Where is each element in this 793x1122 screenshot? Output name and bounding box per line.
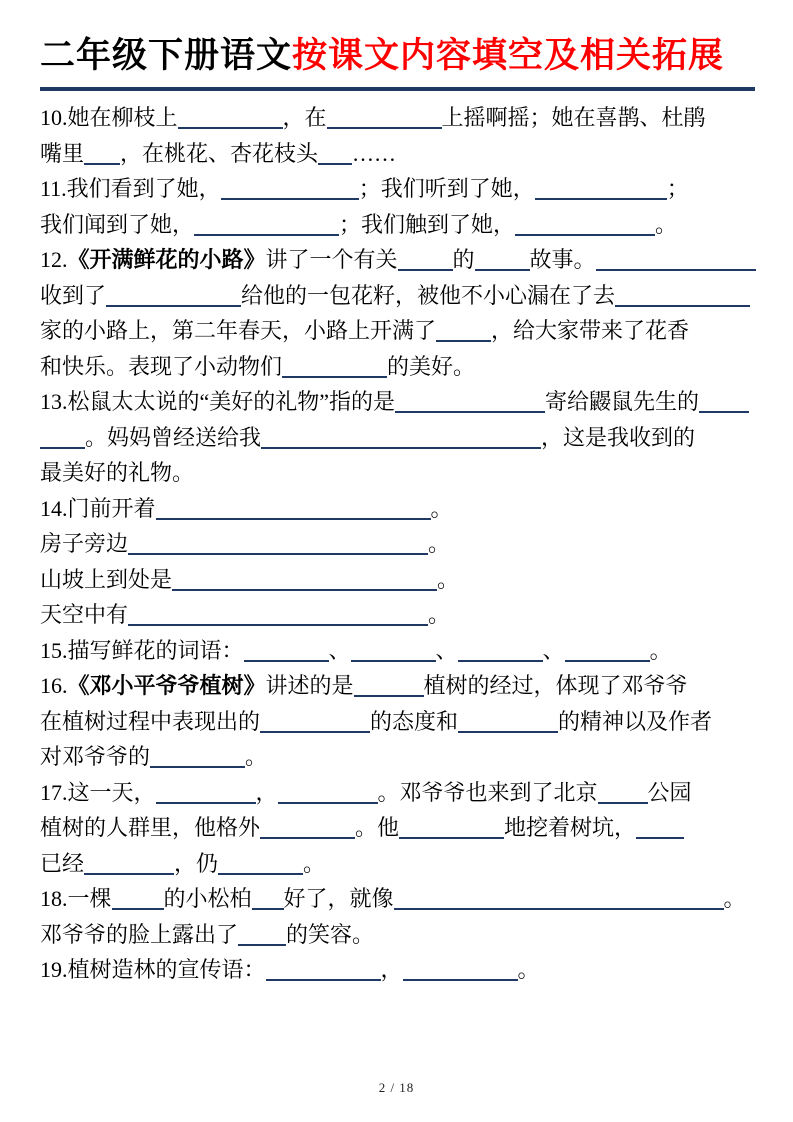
blank-field — [318, 143, 352, 165]
text-segment: ， — [380, 957, 403, 982]
worksheet-line — [40, 810, 755, 846]
text-segment: 18.一棵 — [40, 886, 112, 911]
worksheet-line — [40, 526, 755, 562]
worksheet-line — [40, 384, 755, 420]
blank-field — [395, 391, 545, 413]
blank-field — [436, 320, 491, 342]
text-segment: 嘴里 — [40, 140, 85, 166]
text-segment: 的美好。 — [387, 353, 476, 379]
blank-field — [394, 888, 724, 910]
text-segment: ，仍 — [174, 850, 219, 876]
blank-field — [150, 746, 245, 768]
blank-field — [84, 853, 174, 875]
blank-field — [565, 640, 650, 662]
worksheet-line — [40, 136, 755, 172]
worksheet-line — [40, 100, 755, 136]
text-segment: 的精神以及作者 — [558, 708, 713, 734]
worksheet-line — [40, 313, 755, 349]
worksheet-line — [40, 242, 755, 278]
text-segment: ，在桃花、杏花枝头 — [120, 140, 319, 166]
blank-field — [596, 249, 756, 271]
text-segment: 故事。 — [529, 247, 596, 272]
text-segment: 、 — [542, 637, 565, 663]
text-segment: 的态度和 — [370, 708, 459, 734]
text-segment: ； — [666, 176, 689, 201]
text-segment: 17.这一天， — [40, 779, 156, 805]
text-segment: 。 — [649, 637, 672, 663]
text-segment: ，在 — [282, 105, 327, 130]
blank-field — [40, 427, 85, 449]
blank-field — [128, 533, 428, 555]
book-title-text: 《邓小平爷爷植树》 — [67, 673, 266, 698]
text-segment: 13.松鼠太太说的“美好的礼物”指的是 — [40, 389, 396, 414]
blank-field — [112, 888, 164, 910]
page-title — [40, 28, 755, 91]
text-segment: 的小松柏 — [163, 886, 252, 911]
blank-field — [260, 817, 355, 839]
text-segment: 植树的人群里，他格外 — [40, 815, 261, 840]
blank-field — [458, 640, 543, 662]
text-segment: 收到了 — [40, 282, 107, 308]
text-segment: ，给大家带来了花香 — [491, 318, 690, 343]
blank-field — [636, 817, 684, 839]
text-segment: 我们闻到了她， — [40, 211, 195, 237]
blank-field — [156, 498, 431, 520]
worksheet-line — [40, 775, 755, 811]
blank-field — [615, 285, 750, 307]
worksheet-line — [40, 278, 755, 314]
text-segment: 15.描写鲜花的词语： — [40, 637, 244, 663]
text-segment: 的 — [452, 247, 475, 272]
text-segment: 。 — [437, 566, 460, 592]
text-segment: 的笑容。 — [286, 921, 375, 947]
blank-field — [156, 782, 256, 804]
text-segment: 11.我们看到了她， — [40, 176, 221, 201]
worksheet-line — [40, 704, 755, 740]
text-segment: ；我们听到了她， — [358, 176, 535, 201]
blank-field — [458, 711, 558, 733]
text-segment: 最美好的礼物。 — [40, 460, 195, 485]
text-segment: 。妈妈曾经送给我 — [85, 424, 262, 450]
worksheet-line — [40, 420, 755, 456]
worksheet-line — [40, 207, 755, 243]
blank-field — [252, 888, 284, 910]
text-segment: 。 — [303, 850, 326, 876]
page-number: 2 / 18 — [378, 1080, 415, 1095]
text-segment: 给他的一包花籽，被他不小心漏在了去 — [241, 282, 616, 308]
blank-field — [266, 959, 381, 981]
text-segment: 公园 — [647, 779, 692, 805]
text-segment: 在植树过程中表现出的 — [40, 708, 261, 734]
worksheet-line — [40, 562, 755, 598]
text-segment: 、 — [435, 637, 458, 663]
worksheet-line — [40, 633, 755, 669]
worksheet-line — [40, 739, 755, 775]
text-segment: 对邓爷爷的 — [40, 744, 151, 769]
worksheet-line — [40, 917, 755, 953]
text-segment: 和快乐。表现了小动物们 — [40, 353, 283, 379]
blank-field — [535, 178, 667, 200]
text-segment: 16. — [40, 673, 68, 698]
blank-field — [194, 214, 339, 236]
blank-field — [128, 604, 428, 626]
book-title-text: 《开满鲜花的小路》 — [67, 247, 266, 272]
text-segment: 。 — [655, 211, 678, 237]
worksheet-line — [40, 491, 755, 527]
blank-field — [515, 214, 655, 236]
text-segment: 上摇啊摇；她在喜鹊、杜鹃 — [441, 105, 706, 130]
text-segment: 植树的经过，体现了邓爷爷 — [423, 673, 688, 698]
blank-field — [84, 143, 120, 165]
text-segment: 。邓爷爷也来到了北京 — [377, 779, 598, 805]
text-segment: ， — [255, 779, 278, 805]
text-segment: 。 — [428, 531, 451, 556]
worksheet-line — [40, 349, 755, 385]
text-segment: 家的小路上，第二年春天，小路上开满了 — [40, 318, 437, 343]
blank-field — [327, 107, 442, 129]
worksheet-line — [40, 952, 755, 988]
text-segment: 。 — [428, 602, 451, 627]
blank-field — [398, 249, 453, 271]
text-segment: 邓爷爷的脸上露出了 — [40, 921, 239, 947]
blank-field — [244, 640, 329, 662]
blank-field — [172, 569, 437, 591]
blank-field — [403, 959, 518, 981]
text-segment: 。 — [517, 957, 540, 982]
worksheet-line — [40, 171, 755, 207]
blank-field — [238, 924, 286, 946]
text-segment: 10.她在柳枝上 — [40, 105, 178, 130]
title-subject: 二年级下册语文 — [40, 36, 293, 75]
blank-field — [261, 427, 541, 449]
text-segment: 。 — [430, 495, 453, 521]
blank-field — [282, 356, 387, 378]
blank-field — [178, 107, 283, 129]
text-segment: ；我们触到了她， — [339, 211, 516, 237]
blank-field — [106, 285, 241, 307]
blank-field — [278, 782, 378, 804]
blank-field — [218, 853, 303, 875]
title-topic: 按课文内容填空及相关拓展 — [292, 36, 725, 75]
text-segment: ，这是我收到的 — [541, 424, 696, 450]
worksheet-line — [40, 846, 755, 882]
text-segment: 14.门前开着 — [40, 495, 156, 521]
text-segment: 12. — [40, 247, 68, 272]
text-segment: …… — [352, 140, 397, 166]
text-segment: 寄给鼹鼠先生的 — [545, 389, 700, 414]
blank-field — [354, 675, 424, 697]
text-segment: 房子旁边 — [40, 531, 129, 556]
text-segment: 。 — [723, 886, 746, 911]
worksheet-body — [40, 91, 755, 988]
text-segment: 好了，就像 — [283, 886, 394, 911]
worksheet-line — [40, 668, 755, 704]
text-segment: 地挖着树坑， — [504, 815, 637, 840]
blank-field — [260, 711, 370, 733]
blank-field — [598, 782, 648, 804]
text-segment: 山坡上到处是 — [40, 566, 173, 592]
blank-field — [399, 817, 504, 839]
text-segment: 、 — [328, 637, 351, 663]
worksheet-line — [40, 597, 755, 633]
blank-field — [475, 249, 530, 271]
text-segment: 。 — [245, 744, 268, 769]
text-segment: 已经 — [40, 850, 85, 876]
blank-field — [221, 178, 359, 200]
blank-field — [699, 391, 749, 413]
text-segment: 讲了一个有关 — [265, 247, 398, 272]
text-segment: 。他 — [355, 815, 400, 840]
worksheet-line — [40, 455, 755, 491]
text-segment: 天空中有 — [40, 602, 129, 627]
text-segment: 讲述的是 — [265, 673, 354, 698]
worksheet-line — [40, 881, 755, 917]
blank-field — [351, 640, 436, 662]
text-segment: 19.植树造林的宣传语： — [40, 957, 266, 982]
